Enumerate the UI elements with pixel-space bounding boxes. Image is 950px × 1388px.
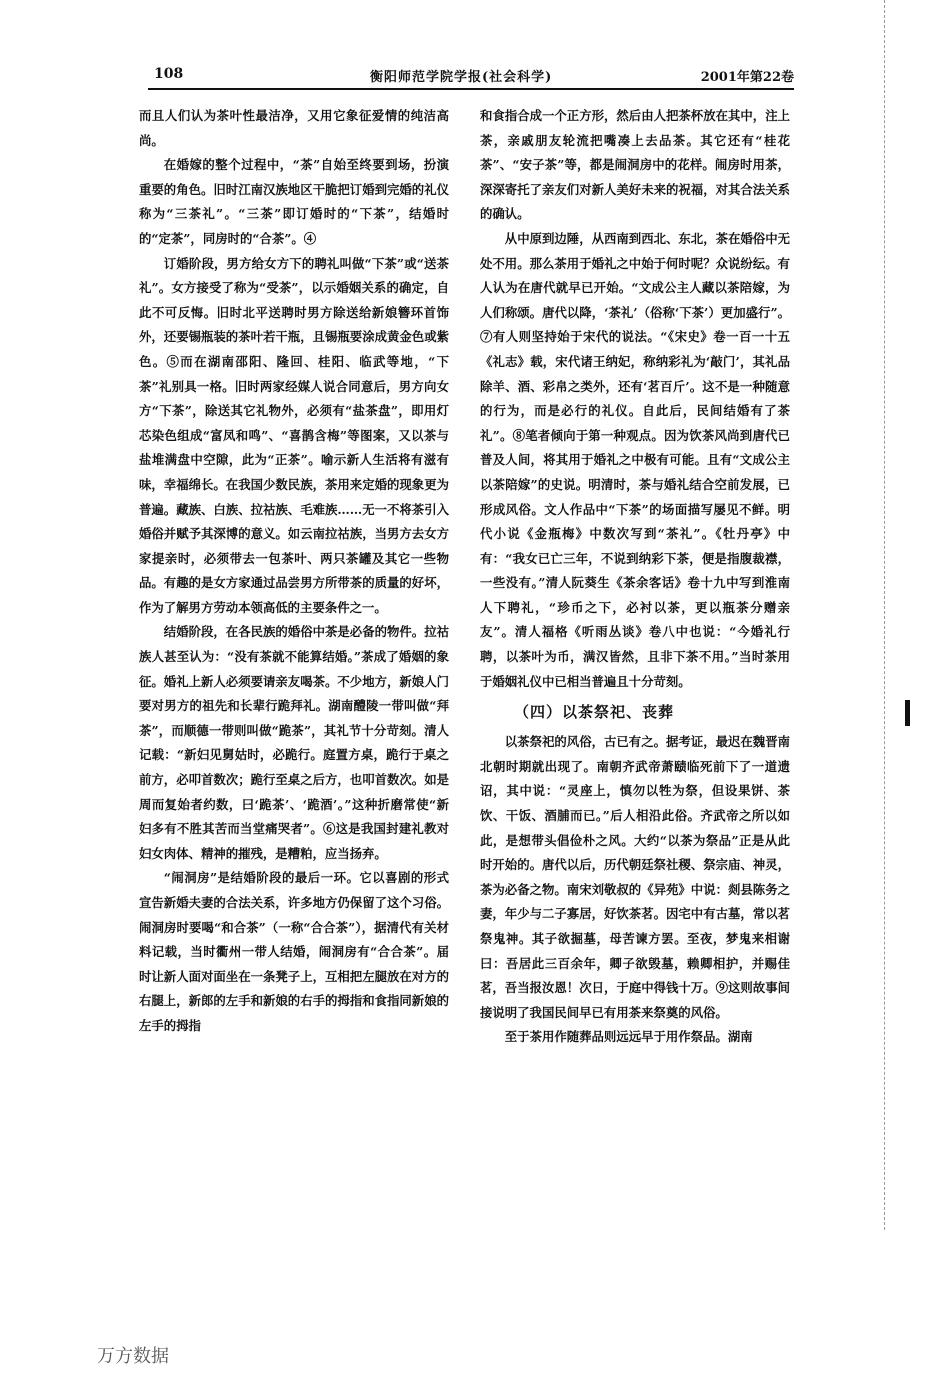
left-paragraph: 订婚阶段，男方给女方下的聘礼叫做“下茶”或“送茶礼”。女方接受了称为“受茶”，以示婚姻关系的确定，自此不可反悔。旧时北平送聘时男方除送给新娘簪环首饰外，还要锡瓶装的茶叶若干瓶，且锡瓶要涂成黄金色或紫色。⑤而在湖南邵阳、隆回、桂阳、临武等地，“下茶”礼别具一格。旧时两家经媒人说合同意后，男方向女方“下茶”，除送其它礼物外，必须有“盐茶盘”，即用灯芯染色组成“富凤和鸣”、“喜鹊含梅”等图案，又以茶与盐堆满盘中空隙，此为“正茶”。喻示新人生活将有滋有味，幸福绵长。在我国少数民族，茶用来定婚的现象更为普遍。藏族、白族、拉祜族、毛难族……无一不将茶引入婚俗并赋予其深博的意义。如云南拉祜族，当男方去女方家提亲时，必须带去一包茶叶、两只茶罐及其它一些物品。有趣的是女方家通过品尝男方所带茶的质量的好坏，作为了解男方劳动本领高低的主要条件之一。 (139, 255, 449, 615)
issue-info: 2001年第22卷 (700, 70, 794, 85)
right-paragraph: 以茶祭祀的风俗，古已有之。据考证，最迟在魏晋南北朝时期就出现了。南朝齐武帝萧赜临死前下了一道遗诏，其中说：“灵座上，慎勿以牲为祭，但设果饼、茶饮、干饭、酒脯而已。”后人相沿此俗。齐武帝之所以如此，是想带头倡俭朴之风。大约“以茶为祭品”正是从此时开始的。唐代以后，历代朝廷祭社稷、祭宗庙、神灵，茶为必备之物。南宋刘敬叔的《异苑》中说：剡县陈务之妻，年少与二子寡居，好饮茶茗。因宅中有古墓，常以茗祭鬼神。其子欲掘墓，母苦谏方罢。至夜，梦鬼来相谢曰：吾居此三百余年，卿子欲毁墓，赖卿相护，并赐佳茗，吾当报汝恩！次日，于庭中得钱十万。⑨这则故事间接说明了我国民间早已有用茶来祭奠的风俗。 (480, 734, 790, 1020)
left-paragraph: “闹洞房”是结婚阶段的最后一环。它以喜剧的形式宣告新婚夫妻的合法关系，许多地方仍保留了这个习俗。闹洞房时要喝“和合茶”（一称“合合茶”），据清代有关材料记载，当时衢州一带人结婚，闹洞房有“合合茶”。届时让新人面对面坐在一条凳子上，互相把左腿放在对方的右腿上，新郎的左手和新娘的右手的拇指和食指同新娘的左手的拇指 (139, 870, 449, 1033)
page-header (148, 64, 794, 88)
page-number: 108 (154, 66, 184, 82)
section-heading: （四）以茶祭祀、丧葬 (514, 703, 675, 722)
right-paragraph: 至于茶用作随葬品则远远早于用作祭品。湖南 (504, 1029, 753, 1045)
margin-mark (905, 700, 910, 726)
scan-edge-line (884, 0, 885, 1230)
left-paragraph: 在婚嫁的整个过程中，“茶”自始至终要到场，扮演重要的角色。旧时江南汉族地区干脆把订婚到完婚的礼仪称为“三茶礼”。“三茶”即订婚时的“下茶”，结婚时的“定茶”，同房时的“合茶”。④ (139, 157, 449, 246)
header-rule (148, 88, 794, 90)
right-paragraph: 和食指合成一个正方形，然后由人把茶杯放在其中，注上茶，亲戚朋友轮流把嘴凑上去品茶。其它还有“桂花茶”、“安子茶”等，都是闹洞房中的花样。闹房时用茶，深深寄托了亲友们对新人美好未来的祝福，对其合法关系的确认。 (480, 108, 790, 222)
left-paragraph: 而且人们认为茶叶性最洁净，又用它象征爱情的纯洁高尚。 (139, 108, 449, 148)
right-column (480, 104, 790, 1050)
left-paragraph: 结婚阶段，在各民族的婚俗中茶是必备的物件。拉祜族人甚至认为：“没有茶就不能算结婚。”茶成了婚姻的象征。婚礼上新人必须要请亲友喝茶。不少地方，新娘人门要对男方的祖先和长辈行跪拜礼。湖南醴陵一带叫做“拜茶”，而顺德一带则叫做“跪茶”，其礼节十分苛刻。清人记载：“新妇见舅姑时，必跪行。庭置方桌，跪行于桌之前方，必叩首数次；跪行至桌之后方，也叩首数次。如是周而复始者约数，曰‘跪茶’、‘跪酒’。”这种折磨常使“新妇多有不胜其苦而当堂痛哭者”。⑥这是我国封建礼教对妇女肉体、精神的摧残，是糟粕，应当扬弃。 (139, 624, 449, 861)
watermark: 万方数据 (97, 1346, 169, 1367)
journal-title: 衡阳师范学院学报(社会科学) (370, 70, 553, 85)
right-paragraph: 从中原到边陲，从西南到西北、东北，茶在婚俗中无处不用。那么茶用于婚礼之中始于何时呢？众说纷纭。有人认为在唐代就早已开始。“文成公主人藏以茶陪嫁，为人们称颂。唐代以降，‘茶礼’（俗称‘下茶’）更加盛行”。⑦有人则坚持始于宋代的说法。“《宋史》卷一百一十五《礼志》载，宋代诸王纳妃，称纳彩礼为‘敲门’，其礼品除羊、酒、彩帛之类外，还有‘茗百斤’。这不是一种随意的行为，而是必行的礼仪。自此后，民间结婚有了茶礼”。⑧笔者倾向于第一种观点。因为饮茶风尚到唐代已普及人间，将其用于婚礼之中极有可能。且有“文成公主以茶陪嫁”的史说。明清时，茶与婚礼结合空前发展，已形成风俗。文人作品中“下茶”的场面描写屡见不鲜。明代小说《金瓶梅》中数次写到“茶礼”。《牡丹亭》中有：“我女已亡三年，不说到纳彩下茶，便是指腹裁襟，一些没有。”清人阮葵生《茶余客话》卷十九中写到淮南人下聘礼，“珍币之下，必衬以茶，更以瓶茶分赠亲友”。清人福格《听雨丛谈》卷八中也说：“今婚礼行聘，以茶叶为币，满汉皆然，且非下茶不用。”当时茶用于婚姻礼仪中已相当普遍且十分苛刻。 (480, 230, 790, 689)
left-column (139, 104, 449, 1039)
